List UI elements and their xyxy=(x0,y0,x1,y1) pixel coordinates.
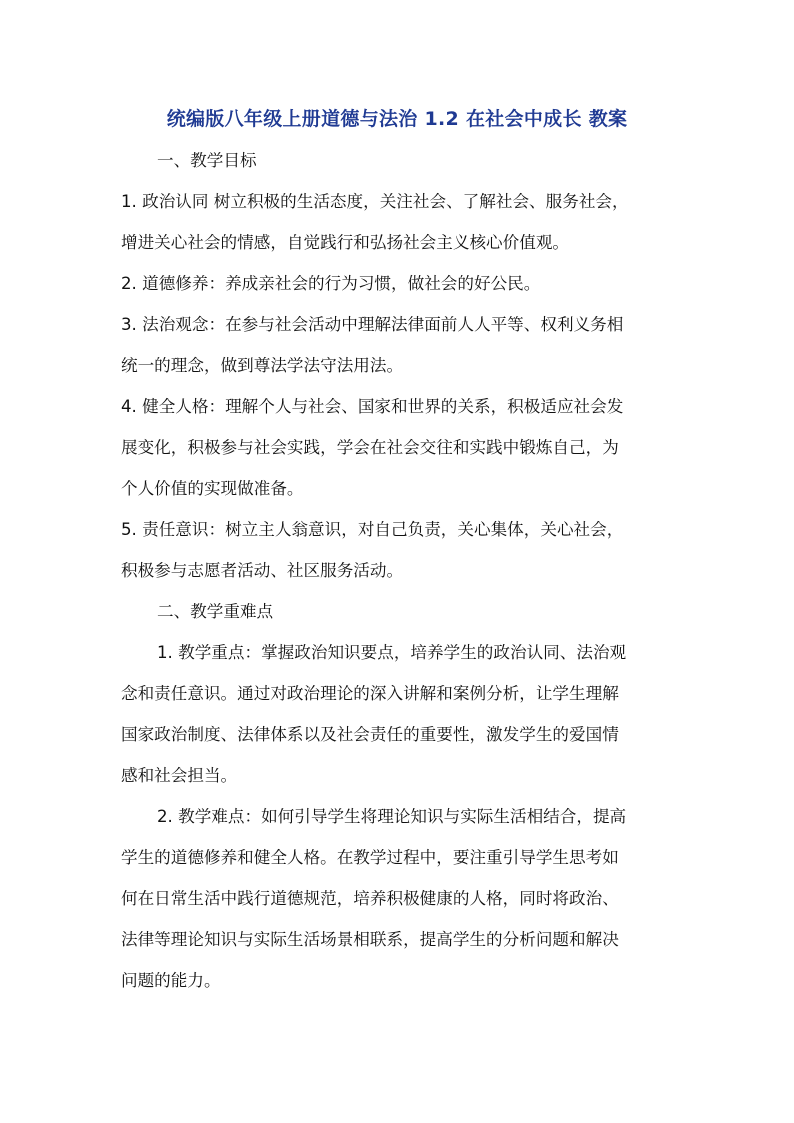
document-title: 统编版八年级上册道德与法治 1.2 在社会中成长 教案 xyxy=(166,108,628,130)
goal-3-line-1: 3. 法治观念：在参与社会活动中理解法律面前人人平等、权利义务相 xyxy=(121,315,624,334)
goal-4-line-3: 个人价值的实现做准备。 xyxy=(121,479,304,498)
goal-1-line-2: 增进关心社会的情感，自觉践行和弘扬社会主义核心价值观。 xyxy=(121,233,570,252)
key-point-1-line-1: 1. 教学重点：掌握政治知识要点，培养学生的政治认同、法治观 xyxy=(157,643,627,662)
key-point-2-line-3: 何在日常生活中践行道德规范，培养积极健康的人格，同时将政治、 xyxy=(121,889,619,908)
key-point-2-line-4: 法律等理论知识与实际生活场景相联系，提高学生的分析问题和解决 xyxy=(121,930,619,949)
key-point-1-line-2: 念和责任意识。通过对政治理论的深入讲解和案例分析，让学生理解 xyxy=(121,684,619,703)
goal-5-line-2: 积极参与志愿者活动、社区服务活动。 xyxy=(121,561,404,580)
goal-5-line-1: 5. 责任意识：树立主人翁意识，对自己负责，关心集体，关心社会， xyxy=(121,520,624,539)
key-point-2-line-5: 问题的能力。 xyxy=(121,971,221,990)
goal-1-line-1: 1. 政治认同 树立积极的生活态度，关注社会、了解社会、服务社会， xyxy=(121,192,629,211)
key-point-2-line-2: 学生的道德修养和健全人格。在教学过程中，要注重引导学生思考如 xyxy=(121,848,619,867)
goal-4-line-1: 4. 健全人格：理解个人与社会、国家和世界的关系，积极适应社会发 xyxy=(121,397,624,416)
key-point-1-line-3: 国家政治制度、法律体系以及社会责任的重要性，激发学生的爱国情 xyxy=(121,725,619,744)
section-heading-goals: 一、教学目标 xyxy=(157,151,257,170)
goal-3-line-2: 统一的理念，做到尊法学法守法用法。 xyxy=(121,356,404,375)
goal-2-line-1: 2. 道德修养：养成亲社会的行为习惯，做社会的好公民。 xyxy=(121,274,541,293)
key-point-1-line-4: 感和社会担当。 xyxy=(121,766,238,785)
key-point-2-line-1: 2. 教学难点：如何引导学生将理论知识与实际生活相结合，提高 xyxy=(157,807,627,826)
section-heading-key-points: 二、教学重难点 xyxy=(157,602,274,621)
goal-4-line-2: 展变化，积极参与社会实践，学会在社会交往和实践中锻炼自己，为 xyxy=(121,438,619,457)
document-body xyxy=(121,140,677,1001)
